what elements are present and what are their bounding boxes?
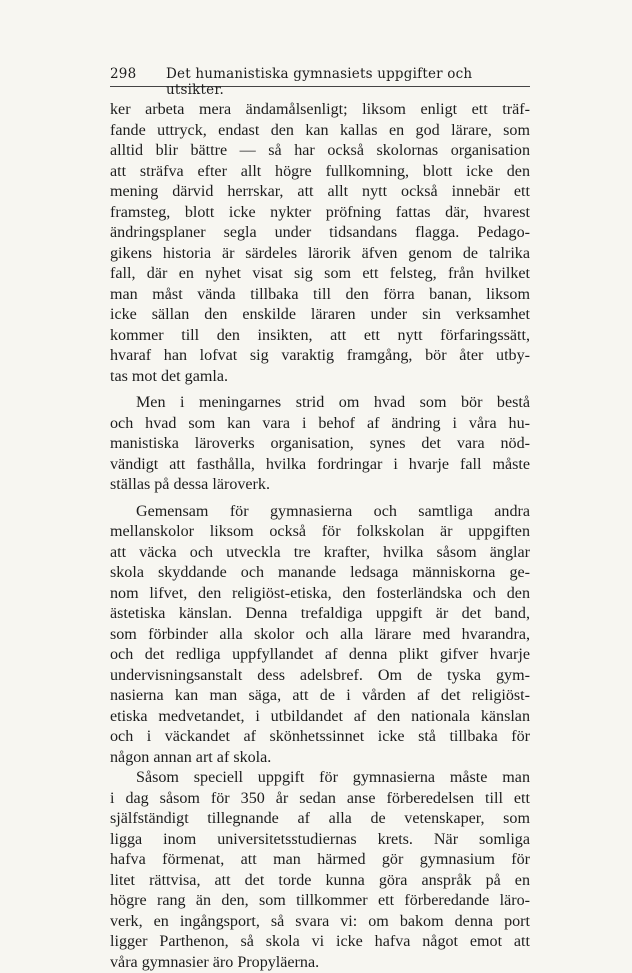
text-line: framsteg, blott icke nykter pröfning fattas där, hvarest: [110, 203, 530, 224]
text-line: att sträfva efter allt högre fullkomning, blott icke den: [110, 162, 530, 183]
text-line: Gemensam för gymnasierna och samtliga andra: [110, 502, 530, 523]
text-line: mening därvid herrskar, att allt nytt också innebär ett: [110, 182, 530, 203]
text-line: mellanskolor liksom också för folkskolan är uppgiften: [110, 522, 530, 543]
text-line: högre rang än den, som tillkommer ett förberedande läro-: [110, 891, 530, 912]
running-header: [110, 62, 530, 87]
text-line: tas mot det gamla.: [110, 367, 530, 388]
text-line: ställas på dessa läroverk.: [110, 475, 530, 496]
text-line: kommer till den insikten, att ett nytt förfaringssätt,: [110, 326, 530, 347]
text-line: gikens historia är särdeles lärorik äfven genom de talrika: [110, 244, 530, 265]
text-line: hafva förmenat, att man härmed gör gymnasium för: [110, 850, 530, 871]
text-line: Men i meningarnes strid om hvad som bör bestå: [110, 393, 530, 414]
text-line: och det redliga uppfyllandet af denna plikt gifver hvarje: [110, 645, 530, 666]
text-line: Såsom speciell uppgift för gymnasierna måste man: [110, 768, 530, 789]
text-line: litet rättvisa, att det torde kunna göra anspråk på en: [110, 871, 530, 892]
text-line: nasierna kan man säga, att de i vården af det religiöst-: [110, 686, 530, 707]
text-line: själfständigt tillegnande af alla de vetenskaper, som: [110, 809, 530, 830]
text-line: ästetiska känslan. Denna trefaldiga uppgift är det band,: [110, 604, 530, 625]
text-line: ligga inom universitetsstudiernas krets. När somliga: [110, 830, 530, 851]
text-line: man måst vända tillbaka till den förra banan, liksom: [110, 285, 530, 306]
text-line: vändigt att fasthålla, hvilka fordringar i hvarje fall måste: [110, 455, 530, 476]
text-line: och hvad som kan vara i behof af ändring i våra hu-: [110, 414, 530, 435]
text-line: i dag såsom för 350 år sedan anse förberedelsen till ett: [110, 789, 530, 810]
text-line: fande uttryck, endast den kan kallas en god lärare, som: [110, 121, 530, 142]
text-line: icke sällan den enskilde läraren under sin verksamhet: [110, 305, 530, 326]
paragraph: [110, 768, 530, 973]
paragraph: [110, 393, 530, 496]
text-line: hvaraf han lofvat sig varaktig framgång, bör åter utby-: [110, 346, 530, 367]
text-line: verk, en ingångsport, så svara vi: om bakom denna port: [110, 912, 530, 933]
text-line: etiska medvetandet, i utbildandet af den nationala känslan: [110, 707, 530, 728]
running-title: Det humanistiska gymnasiets uppgifter och utsikter.: [166, 66, 530, 98]
text-line: och i väckandet af skönhetssinnet icke stå tillbaka för: [110, 727, 530, 748]
text-line: fall, där en nyhet visat sig som ett felsteg, från hvilket: [110, 264, 530, 285]
page-number: 298: [110, 66, 136, 82]
text-line: undervisningsanstalt dess adelsbref. Om de tyska gym-: [110, 666, 530, 687]
text-line: skola skyddande och manande ledsaga människorna ge-: [110, 563, 530, 584]
text-line: att väcka och utveckla tre krafter, hvilka såsom änglar: [110, 543, 530, 564]
body-text: [110, 100, 530, 973]
paragraph: [110, 100, 530, 387]
paragraph: [110, 502, 530, 769]
text-line: nom lifvet, den religiöst-etiska, den fosterländska och den: [110, 584, 530, 605]
text-line: som förbinder alla skolor och alla lärare med hvarandra,: [110, 625, 530, 646]
text-line: alltid blir bättre — så har också skolornas organisation: [110, 141, 530, 162]
text-line: ligger Parthenon, så skola vi icke hafva något emot att: [110, 932, 530, 953]
text-line: våra gymnasier äro Propyläerna.: [110, 953, 530, 973]
text-line: ker arbeta mera ändamålsenligt; liksom enligt ett träf-: [110, 100, 530, 121]
text-line: någon annan art af skola.: [110, 748, 530, 769]
text-line: ändringsplaner segla under tidsandans flagga. Pedago-: [110, 223, 530, 244]
text-line: manistiska läroverks organisation, synes det vara nöd-: [110, 434, 530, 455]
